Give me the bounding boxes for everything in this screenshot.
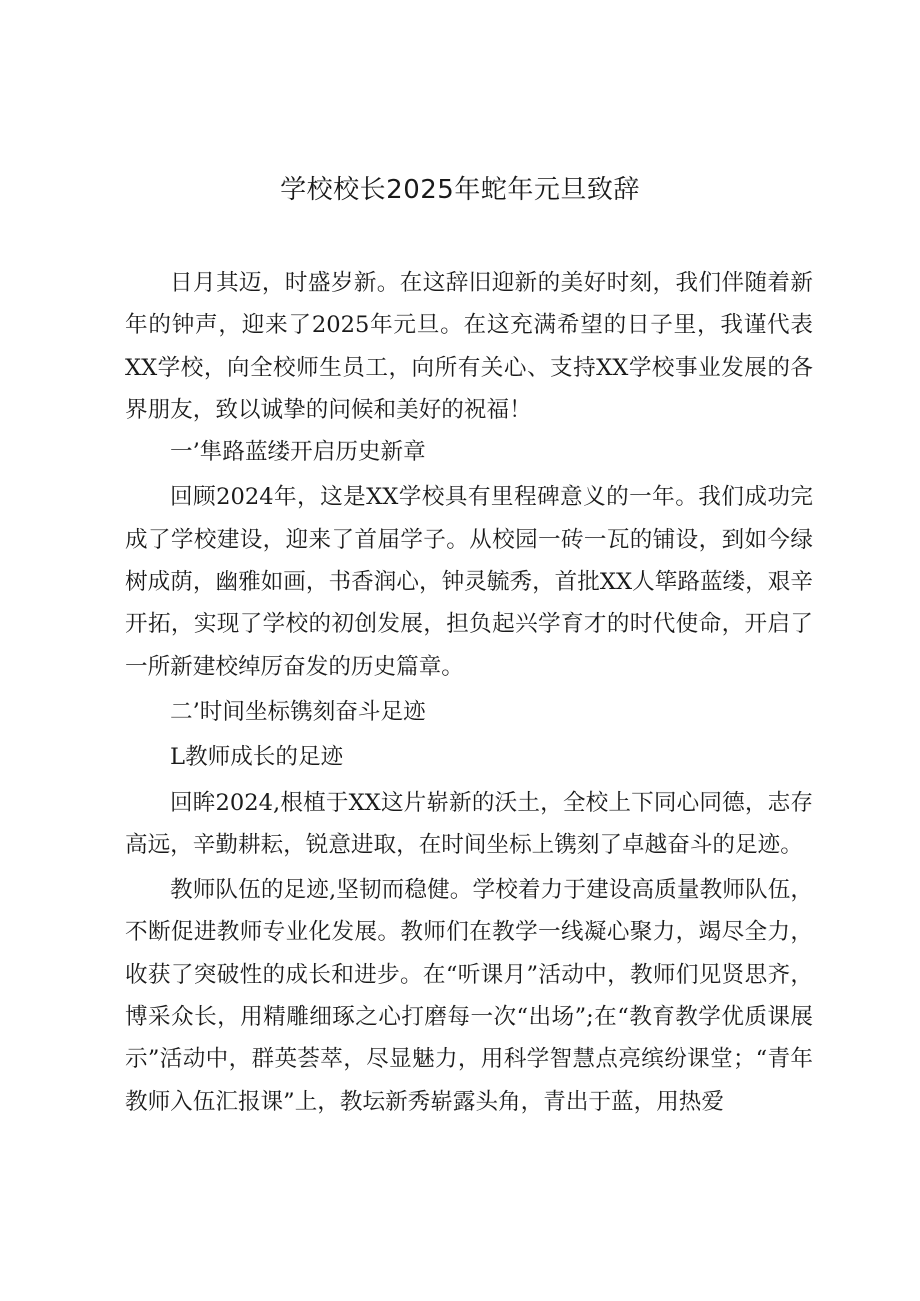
section-heading-1: 一’隼路蓝缕开启历史新章 bbox=[170, 439, 426, 466]
paragraph-greeting: 日月其迈，时盛岁新。在这辞旧迎新的美好时刻，我们伴随着新年的钟声，迎来了2025年元旦。在这充满希望的日子里，我谨代表XX学校，向全校师生员工，向所有关心、支持XX学校事业发展的各界朋友，致以诚挚的问候和美好的祝福！ bbox=[125, 270, 813, 423]
page-title: 学校校长2025年蛇年元旦致辞 bbox=[280, 175, 640, 205]
paragraph-teacher-team: 教师队伍的足迹,坚韧而稳健。学校着力于建设高质量教师队伍，不断促进教师专业化发展。教师们在教学一线凝心聚力，竭尽全力，收获了突破性的成长和进步。在“听课月”活动中，教师们见贤思齐，博采众长，用精雕细琢之心打磨每一次“出场”;在“教育教学优质课展示”活动中，群英荟萃，尽显魅力，用科学智慧点亮缤纷课堂；“青年教师入伍汇报课”上，教坛新秀崭露头角，青出于蓝，用热爱 bbox=[125, 877, 813, 1115]
section-heading-2: 二’时间坐标镌刻奋斗足迹 bbox=[170, 698, 426, 725]
paragraph-review-2024: 回顾2024年，这是XX学校具有里程碑意义的一年。我们成功完成了学校建设，迎来了首届学子。从校园一砖一瓦的铺设，到如今绿树成荫，幽雅如画，书香润心，钟灵毓秀，首批XX人筚路蓝缕，艰辛开拓，实现了学校的初创发展，担负起兴学育才的时代使命，开启了一所新建校绰厉奋发的历史篇章。 bbox=[125, 484, 813, 680]
paragraph-look-back: 回眸2024,根植于XX这片崭新的沃土，全校上下同心同德，志存高远，辛勤耕耘，锐意进取，在时间坐标上镌刻了卓越奋斗的足迹。 bbox=[125, 789, 813, 858]
subsection-heading-teacher-growth: L教师成长的足迹 bbox=[170, 744, 344, 771]
document-body bbox=[125, 262, 813, 1123]
